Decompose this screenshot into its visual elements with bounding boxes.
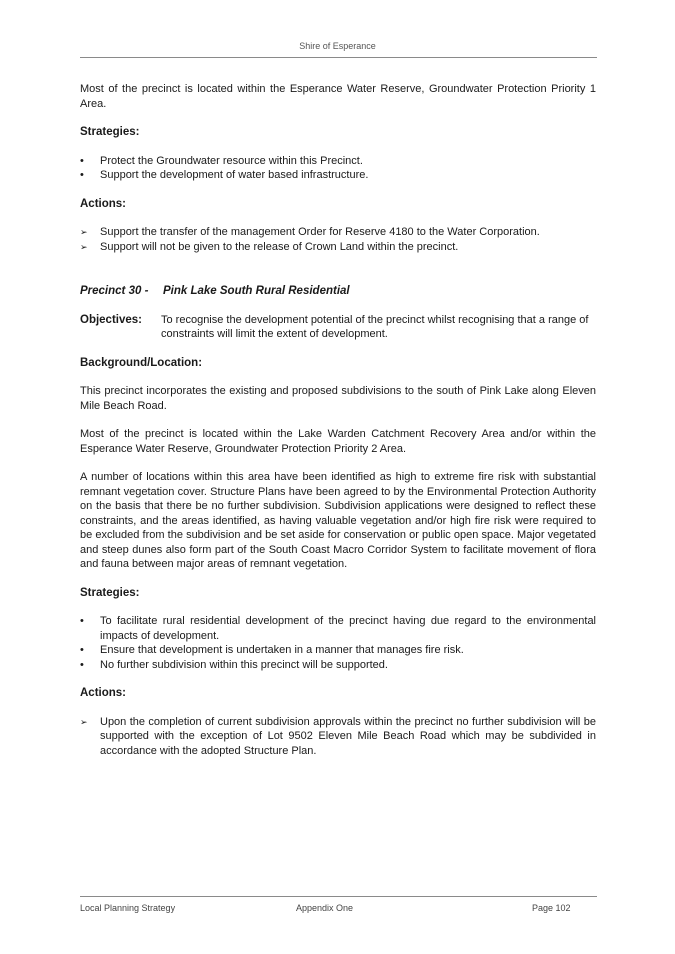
strategy-item: • Protect the Groundwater resource within this Precinct.	[80, 154, 596, 169]
objectives-text: To recognise the development potential of the precinct whilst recognising that a range of constraints will limit the extent of development.	[161, 313, 589, 340]
footer-divider	[80, 896, 597, 897]
background-heading: Background/Location:	[80, 356, 203, 369]
actions-heading: Actions:	[80, 197, 126, 210]
actions-list	[80, 715, 596, 759]
footer-appendix: Appendix One	[296, 903, 354, 913]
actions-heading: Actions:	[80, 687, 126, 699]
action-item: ➢ Support the transfer of the management Order for Reserve 4180 to the Water Corporation.	[80, 225, 596, 240]
precinct-title	[80, 284, 596, 299]
objectives-block	[80, 313, 596, 342]
precinct-number: Precinct 30 -	[80, 285, 149, 297]
page-content	[80, 82, 596, 758]
header-title: Shire of Esperance	[299, 41, 376, 51]
strategies-list	[80, 154, 596, 183]
header-divider	[80, 57, 597, 58]
strategies-heading: Strategies:	[80, 126, 140, 138]
strategy-item: • To facilitate rural residential development of the precinct having due regard to the environmental impacts of development.	[80, 614, 596, 643]
footer-document-title: Local Planning Strategy	[80, 903, 176, 913]
background-paragraph: A number of locations within this area have been identified as high to extreme fire risk with substantial remnant vegetation cover. Structure Plans have been agreed to by the Environmental Protection Authority on the basis that there be no further subdivision. Subdivision applications were designed to reflect these constraints, and the areas identified, as having valuable vegetation and/or high fire risk were required to be excluded from the subdivision and be set aside for conservation or public open space. Major vegetated and steep dunes also form part of the South Coast Macro Corridor System to facilitate movement of flora and fauna between major areas of remnant vegetation.	[80, 471, 596, 570]
precinct-name: Pink Lake South Rural Residential	[163, 285, 350, 297]
strategy-item: • Ensure that development is undertaken in a manner that manages fire risk.	[80, 643, 596, 658]
action-item: ➢ Upon the completion of current subdivision approvals within the precinct no further subdivision will be supported with the exception of Lot 9502 Eleven Mile Beach Road which may be subdivided in accordance with the adopted Structure Plan.	[80, 715, 596, 759]
intro-paragraph: Most of the precinct is located within the Esperance Water Reserve, Groundwater Protection Priority 1 Area.	[80, 83, 596, 110]
strategy-item: • Support the development of water based infrastructure.	[80, 168, 596, 183]
background-paragraph: Most of the precinct is located within the Lake Warden Catchment Recovery Area and/or within the Esperance Water Reserve, Groundwater Protection Priority 2 Area.	[80, 428, 596, 455]
objectives-label: Objectives:	[80, 313, 142, 326]
strategies-list	[80, 614, 596, 672]
strategy-item: • No further subdivision within this precinct will be supported.	[80, 658, 596, 673]
footer-page-number: Page 102	[532, 903, 571, 913]
background-paragraph: This precinct incorporates the existing and proposed subdivisions to the south of Pink Lake along Eleven Mile Beach Road.	[80, 385, 596, 412]
actions-list	[80, 225, 596, 254]
strategies-heading: Strategies:	[80, 586, 140, 599]
action-item: ➢ Support will not be given to the release of Crown Land within the precinct.	[80, 240, 596, 255]
